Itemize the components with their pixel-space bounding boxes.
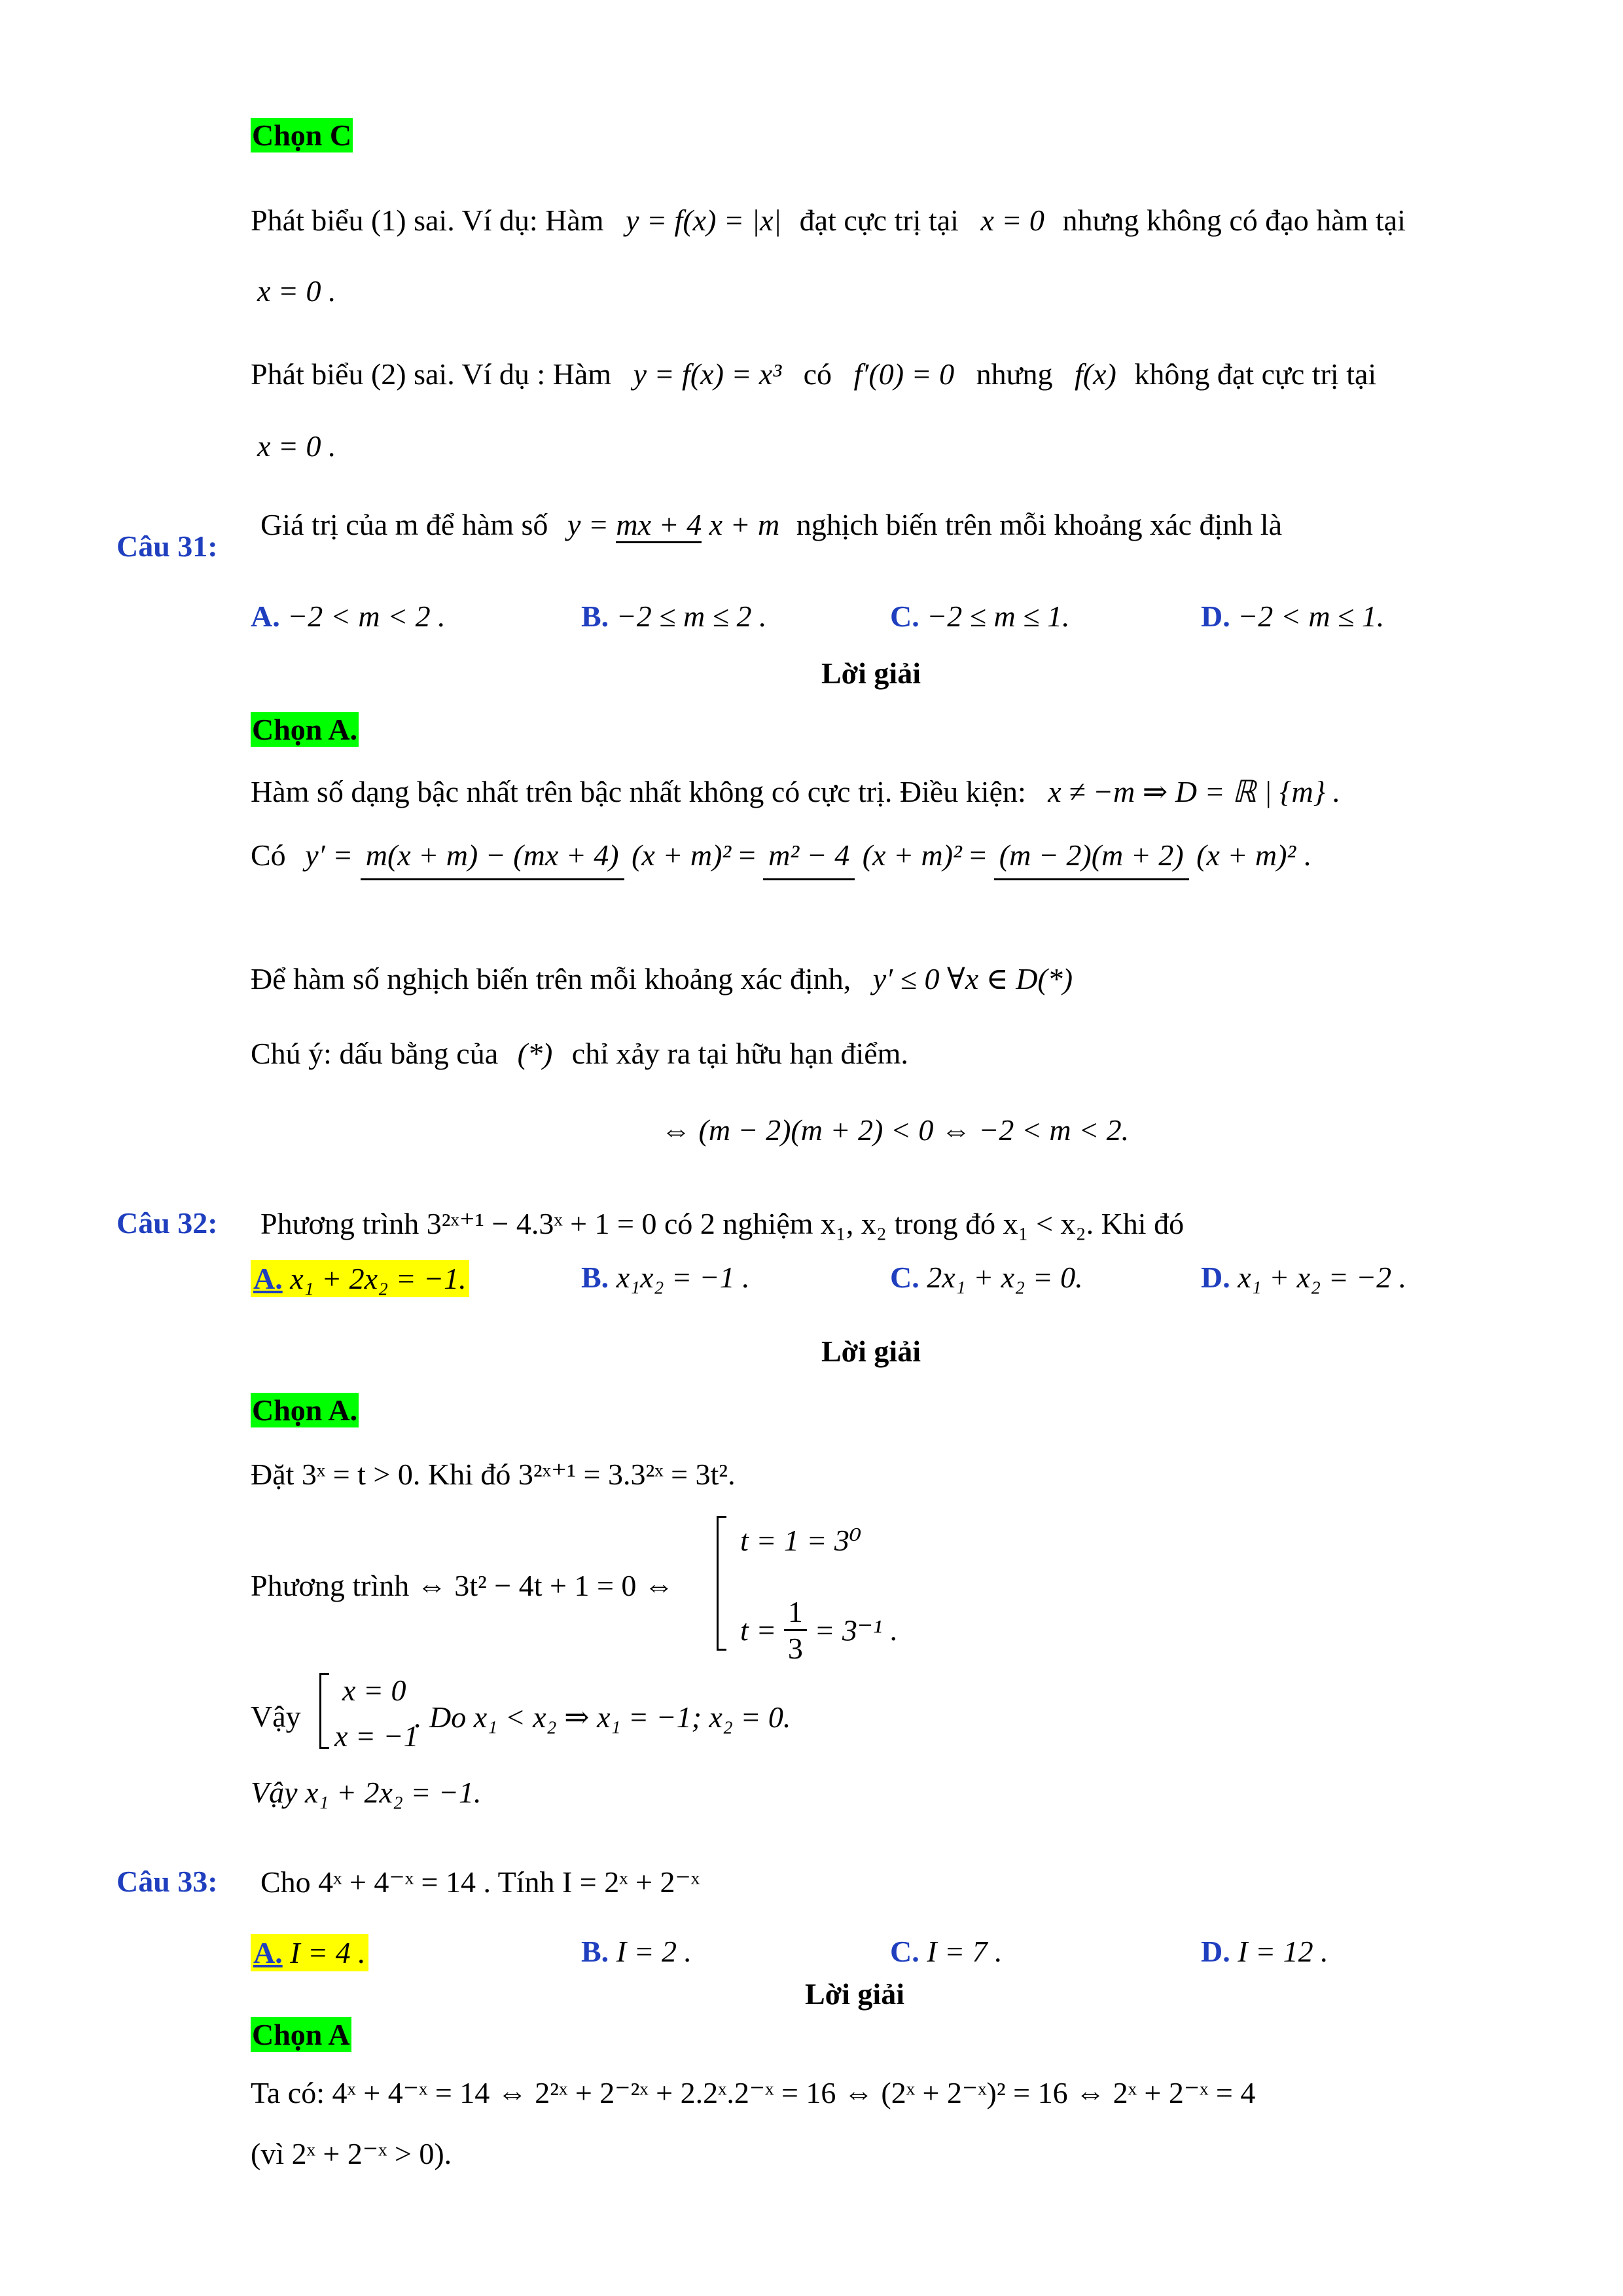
derivative-fraction-3 (994, 838, 1296, 872)
case-1: t = 1 = 3⁰ (740, 1524, 862, 1557)
option-value: −2 < m ≤ 1. (1238, 600, 1385, 633)
case-2-t: t = (740, 1613, 777, 1647)
statement-2-text: Phát biểu (2) sai. Ví dụ : Hàm (251, 357, 612, 391)
option-key: C. (890, 600, 919, 633)
question-31-option-d[interactable] (1201, 599, 1384, 634)
question-33-text: Cho 4ˣ + 4⁻ˣ = 14 . Tính I = 2ˣ + 2⁻ˣ (260, 1865, 700, 1899)
option-value: −2 ≤ m ≤ 1. (927, 600, 1070, 633)
question-31-sol-line4 (251, 1036, 908, 1071)
sol-vay: Vậy (251, 1700, 301, 1733)
derivative-y: y′ = (305, 838, 353, 872)
sol-formula: Vậy x₁ + 2x₂ = −1. (251, 1776, 482, 1809)
statement-1-cont (257, 274, 336, 308)
case-2-end: = 3⁻¹ (814, 1613, 882, 1647)
question-32-option-c[interactable] (890, 1260, 1083, 1295)
statement-2-nhung: nhưng (976, 357, 1053, 391)
question-33-option-c[interactable] (890, 1934, 1003, 1969)
question-31-label: Câu 31: (116, 529, 218, 563)
option-value: x₁x₂ = −1 . (616, 1261, 750, 1294)
question-31-option-c[interactable] (890, 599, 1070, 634)
option-value: I = 4 . (290, 1936, 366, 1969)
derivative-fraction-1 (361, 838, 732, 872)
option-value: −2 < m < 2 . (287, 600, 446, 633)
case-2: x = −1 (334, 1719, 419, 1753)
statement-2-line (251, 357, 1376, 391)
sol-star: (*) (517, 1037, 553, 1070)
statement-2-cont-formula: x = 0 . (257, 429, 336, 463)
option-key: C. (890, 1935, 919, 1968)
question-31-text: Giá trị của m để hàm số (260, 507, 548, 541)
sol-text: Phương trình ⇔ 3t² − 4t + 1 = 0 ⇔ (251, 1569, 674, 1602)
sol-text: Chú ý: dấu bằng của (251, 1037, 499, 1070)
question-32-option-d[interactable] (1201, 1260, 1406, 1295)
statement-2-co: có (803, 357, 832, 391)
statement-2-fx: f(x) (1075, 357, 1116, 391)
option-key: B. (581, 600, 609, 633)
question-31-sol-line3 (251, 961, 1073, 996)
question-31-option-b[interactable] (581, 599, 766, 634)
question-32-chon: Chọn A. (252, 1393, 358, 1427)
sol-end: . Do x₁ < x₂ ⇒ x₁ = −1; x₂ = 0. (414, 1700, 791, 1734)
question-32-option-a[interactable] (251, 1260, 469, 1297)
case-2-fraction (784, 1594, 807, 1666)
question-33-chon: Chọn A (252, 2018, 350, 2051)
derivative-fraction-2 (763, 838, 962, 872)
option-value: I = 2 . (616, 1935, 692, 1968)
question-31-fraction (616, 507, 779, 542)
fraction-denominator: (x + m)² (632, 838, 732, 872)
sol-formula: y′ ≤ 0 ∀x ∈ D(*) (872, 962, 1073, 996)
question-31-text-end: nghịch biến trên mỗi khoảng xác định là (796, 507, 1282, 541)
statement-1-line (251, 203, 1406, 238)
question-31-denominator: x + m (709, 507, 780, 541)
case-bracket (717, 1516, 726, 1651)
question-31-sol-line1 (251, 774, 1340, 809)
option-value: 2x₁ + x₂ = 0. (927, 1261, 1083, 1294)
question-33-sol-line1: Ta có: 4ˣ + 4⁻ˣ = 14 ⇔ 2²ˣ + 2⁻²ˣ + 2.2ˣ.2⁻ˣ = 16 ⇔ (2ˣ + 2⁻ˣ)² = 16 ⇔ 2ˣ + 2⁻ˣ = 4 (251, 2076, 1256, 2109)
option-key: C. (890, 1261, 919, 1294)
option-key: D. (1201, 1935, 1230, 1968)
question-32-label: Câu 32: (116, 1206, 218, 1240)
option-value: x₁ + x₂ = −2 . (1238, 1261, 1407, 1294)
sol-formula: x ≠ −m ⇒ D = ℝ | {m} . (1048, 775, 1341, 808)
question-33-option-b[interactable] (581, 1934, 692, 1969)
question-33-label: Câu 33: (116, 1865, 218, 1898)
question-32-loigiai: Lời giải (821, 1335, 921, 1368)
fraction-numerator: m(x + m) − (mx + 4) (361, 834, 624, 880)
fraction-denominator: 3 (787, 1632, 803, 1665)
question-31-loigiai: Lời giải (821, 656, 921, 690)
fraction-numerator: (m − 2)(m + 2) (994, 834, 1189, 880)
question-32-option-b[interactable] (581, 1260, 750, 1295)
question-33-sol-line2: (vì 2ˣ + 2⁻ˣ > 0). (251, 2137, 452, 2170)
question-32-text: Phương trình 3²ˣ⁺¹ − 4.3ˣ + 1 = 0 có 2 nghiệm x₁, x₂ trong đó x₁ < x₂. Khi đó (260, 1207, 1185, 1240)
sol-text: Để hàm số nghịch biến trên mỗi khoảng xác định, (251, 962, 851, 996)
option-key: B. (581, 1261, 609, 1294)
sol-co: Có (251, 838, 286, 872)
option-value: −2 ≤ m ≤ 2 . (616, 600, 767, 633)
fraction-numerator: 1 (784, 1594, 807, 1631)
statement-1-cont-formula: x = 0 . (257, 274, 336, 308)
statement-1-mid: đạt cực trị tại (799, 204, 959, 237)
question-33-option-a[interactable] (251, 1934, 368, 1971)
statement-1-formula: y = f(x) = |x| (626, 204, 782, 237)
option-key: D. (1201, 1261, 1230, 1294)
sol-text-end: chỉ xảy ra tại hữu hạn điểm. (571, 1037, 908, 1070)
fraction-denominator: (x + m)² (1196, 838, 1296, 872)
option-key: D. (1201, 600, 1230, 633)
option-value: I = 7 . (927, 1935, 1003, 1968)
statement-1-end: nhưng không có đạo hàm tại (1062, 204, 1406, 237)
question-32-sol-line4 (251, 1775, 481, 1810)
statement-2-derivative: f′(0) = 0 (853, 357, 955, 391)
question-32-sol-line1: Đặt 3ˣ = t > 0. Khi đó 3²ˣ⁺¹ = 3.3²ˣ = 3t². (251, 1458, 736, 1491)
question-31-y: y = (567, 507, 609, 541)
statement-1-point: x = 0 (980, 204, 1044, 237)
fraction-denominator: (x + m)² (862, 838, 962, 872)
question-31-chon: Chọn A. (252, 713, 358, 746)
case-2: t = $\frac{1}{3}$ = 3⁻¹ . (740, 1595, 897, 1665)
statement-2-end: không đạt cực trị tại (1134, 357, 1377, 391)
case-1: x = 0 (342, 1674, 406, 1707)
option-value: I = 12 . (1238, 1935, 1329, 1968)
case-bracket (319, 1673, 329, 1749)
option-key: A. (253, 1262, 283, 1295)
question-32-sol-line3 (251, 1673, 1036, 1751)
sol-text: Hàm số dạng bậc nhất trên bậc nhất không có cực trị. Điều kiện: (251, 775, 1026, 808)
statement-1-text: Phát biểu (1) sai. Ví dụ: Hàm (251, 204, 604, 237)
conclusion-formula: ⇔ (m − 2)(m + 2) < 0 ⇔ −2 < m < 2. (661, 1113, 1130, 1147)
option-key: B. (581, 1935, 609, 1968)
statement-2-formula: y = f(x) = x³ (633, 357, 782, 391)
question-31-numerator: mx + 4 (616, 508, 702, 543)
statement-2-cont (257, 429, 336, 463)
fraction-numerator: m² − 4 (763, 834, 855, 880)
question-31-sol-conclusion (661, 1113, 1129, 1147)
question-31-option-a[interactable] (251, 599, 446, 634)
option-key: A. (251, 600, 280, 633)
option-value: x₁ + 2x₂ = −1. (290, 1262, 467, 1295)
question-31-stem (260, 504, 1282, 542)
question-33-loigiai: Lời giải (805, 1977, 904, 2011)
option-key: A. (253, 1936, 283, 1969)
chon-c-label: Chọn C (252, 118, 352, 152)
question-31-derivative: Có y′ = m(x + m) − (mx + 4) (x + m)² = m² − 4 (x + m)² = (m − 2)(m + 2) (x + m)² . (251, 834, 1311, 872)
question-33-option-d[interactable] (1201, 1934, 1329, 1969)
